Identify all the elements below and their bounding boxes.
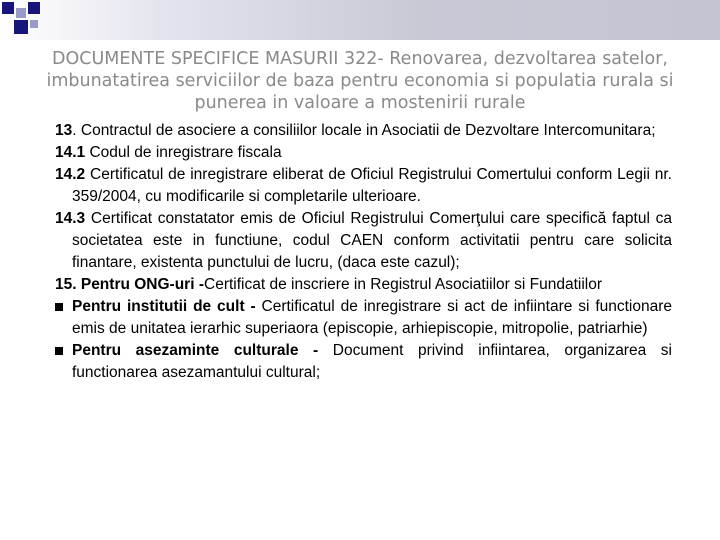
list-item: [55, 274, 672, 296]
document-list: [55, 120, 672, 384]
title-line: punerea in valoare a mostenirii rurale: [194, 93, 526, 113]
square-bullet-icon: [55, 347, 63, 355]
slide-title: [40, 48, 680, 114]
list-item: [55, 142, 672, 164]
item-number: 15. Pentru ONG-uri -: [55, 276, 204, 293]
item-text: Certificat de inscriere in Registrul Asociatiilor si Fundatiilor: [204, 276, 602, 293]
square-bullet-icon: [55, 303, 63, 311]
item-number: 14.1: [55, 144, 86, 161]
list-item: [55, 208, 672, 274]
list-item: 13. Contractul de asociere a consiliilor locale in Asociatii de Dezvoltare Intercomunitara;: [55, 122, 656, 139]
list-item: [55, 164, 672, 208]
item-text: Codul de inregistrare fiscala: [89, 144, 282, 161]
title-line: DOCUMENTE SPECIFICE MASURII 322- Renovarea, dezvoltarea satelor,: [52, 49, 668, 69]
header-band: [0, 0, 720, 40]
item-text: Certificatul de inregistrare eliberat de Oficiul Registrului Comertului conform Legii nr. 359/2004, cu modificarile si completarile ulterioare.: [72, 166, 672, 205]
bullet-item: [55, 296, 672, 340]
bullet-item: [55, 340, 672, 384]
bullet-text: Certificatul de inregistrare si act de infiintare si functionare emis de unitatea ierarhic superiaora (episcopie, arhiepiscopie, mitropolie, patriarhie): [72, 298, 673, 337]
item-text: Certificat constatator emis de Oficiul Registrului Comerţului care specifică faptul ca societatea este in functiune, codul CAEN conform activitatii pentru care solicita finantare, existenta punctului de lucru, (daca este cazul);: [72, 210, 672, 271]
item-number: 14.3: [55, 210, 86, 227]
item-number: 13: [55, 122, 73, 139]
bullet-heading: Pentru asezaminte culturale -: [72, 342, 319, 359]
bullet-text: Document privind infiintarea, organizarea si functionarea asezamantului cultural;: [72, 342, 672, 381]
title-line: imbunatatirea serviciilor de baza pentru economia si populatia rurala si: [46, 71, 674, 91]
bullet-heading: Pentru institutii de cult -: [72, 298, 256, 315]
item-text: Contractul de asociere a consiliilor locale in Asociatii de Dezvoltare Intercomunitara;: [80, 122, 656, 139]
item-number: 14.2: [55, 166, 86, 183]
